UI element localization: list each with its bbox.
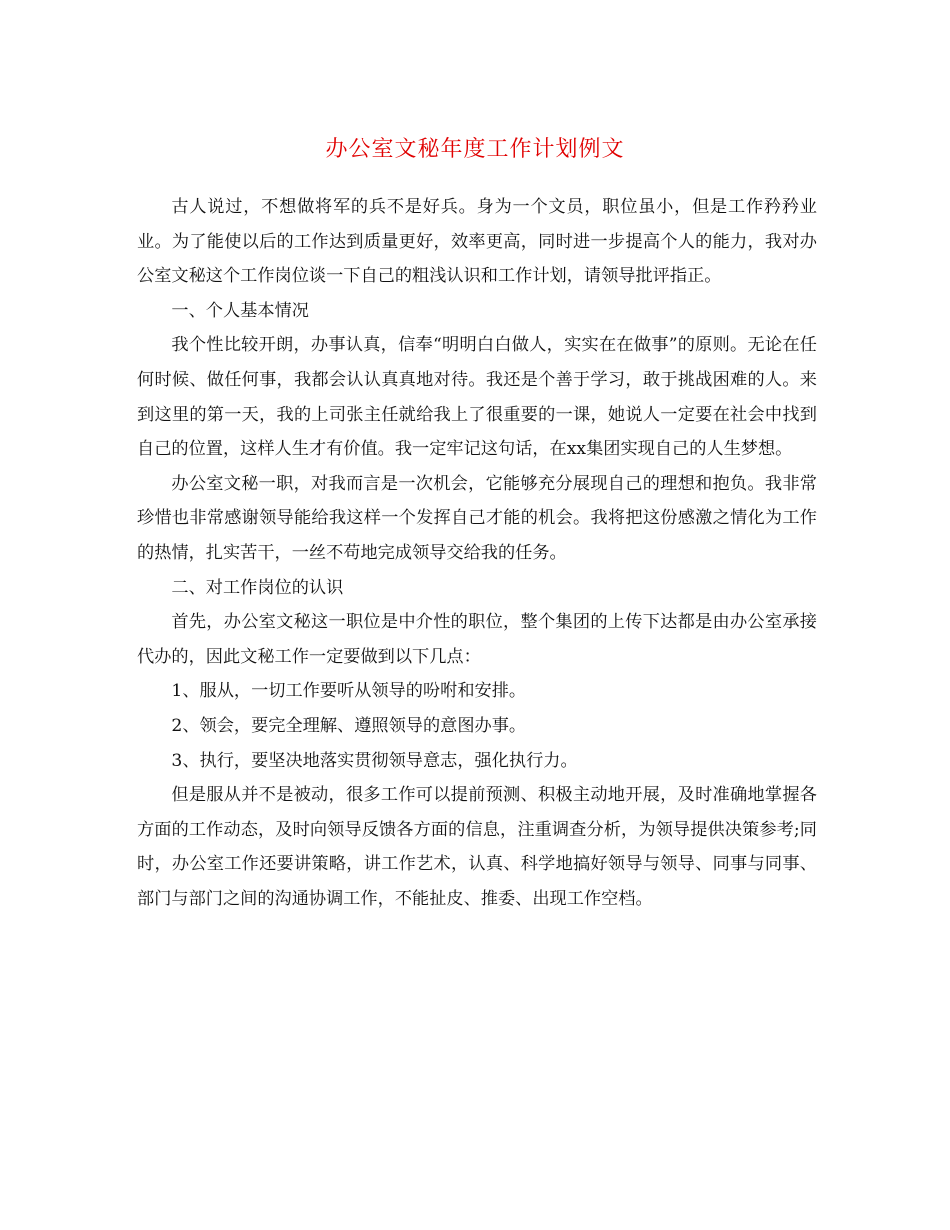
list-item-understand: 2、领会，要完全理解、遵照领导的意图办事。	[171, 715, 527, 736]
document-title: 办公室文秘年度工作计划例文	[325, 137, 625, 162]
paragraph-job-role: 首先，办公室文秘这一职位是中介性的职位，整个集团的上传下达都是由办公室承接代办的，因此文秘工作一定要做到以下几点：	[137, 612, 817, 667]
list-item-obey: 1、服从，一切工作要听从领导的吩咐和安排。	[171, 681, 527, 702]
document-body	[137, 190, 817, 916]
section-heading-personal-info: 一、个人基本情况	[171, 300, 309, 321]
section-heading-job-understanding: 二、对工作岗位的认识	[171, 577, 344, 598]
paragraph-opportunity: 办公室文秘一职，对我而言是一次机会，它能够充分展现自己的理想和抱负。我非常珍惜也非常感谢领导能给我这样一个发挥自己才能的机会。我将把这份感激之情化为工作的热情，扎实苦干，一丝不苟地完成领导交给我的任务。	[137, 473, 817, 563]
paragraph-personal-info: 我个性比较开朗，办事认真，信奉“明明白白做人，实实在在做事”的原则。无论在任何时候、做任何事，我都会认认真真地对待。我还是个善于学习，敢于挑战困难的人。来到这里的第一天，我的上司张主任就给我上了很重要的一课，她说人一定要在社会中找到自己的位置，这样人生才有价值。我一定牢记这句话，在xx集团实现自己的人生梦想。	[137, 335, 817, 460]
paragraph-intro: 古人说过，不想做将军的兵不是好兵。身为一个文员，职位虽小，但是工作矜矜业业。为了能使以后的工作达到质量更好，效率更高，同时进一步提高个人的能力，我对办公室文秘这个工作岗位谈一下自己的粗浅认识和工作计划，请领导批评指正。	[137, 197, 817, 287]
list-item-execute: 3、执行，要坚决地落实贯彻领导意志，强化执行力。	[171, 750, 578, 771]
paragraph-proactive-work: 但是服从并不是被动，很多工作可以提前预测、积极主动地开展，及时准确地掌握各方面的工作动态，及时向领导反馈各方面的信息，注重调查分析，为领导提供决策参考;同时，办公室工作还要讲策略，讲工作艺术，认真、科学地搞好领导与领导、同事与同事、部门与部门之间的沟通协调工作，不能扯皮、推委、出现工作空档。	[137, 785, 817, 909]
